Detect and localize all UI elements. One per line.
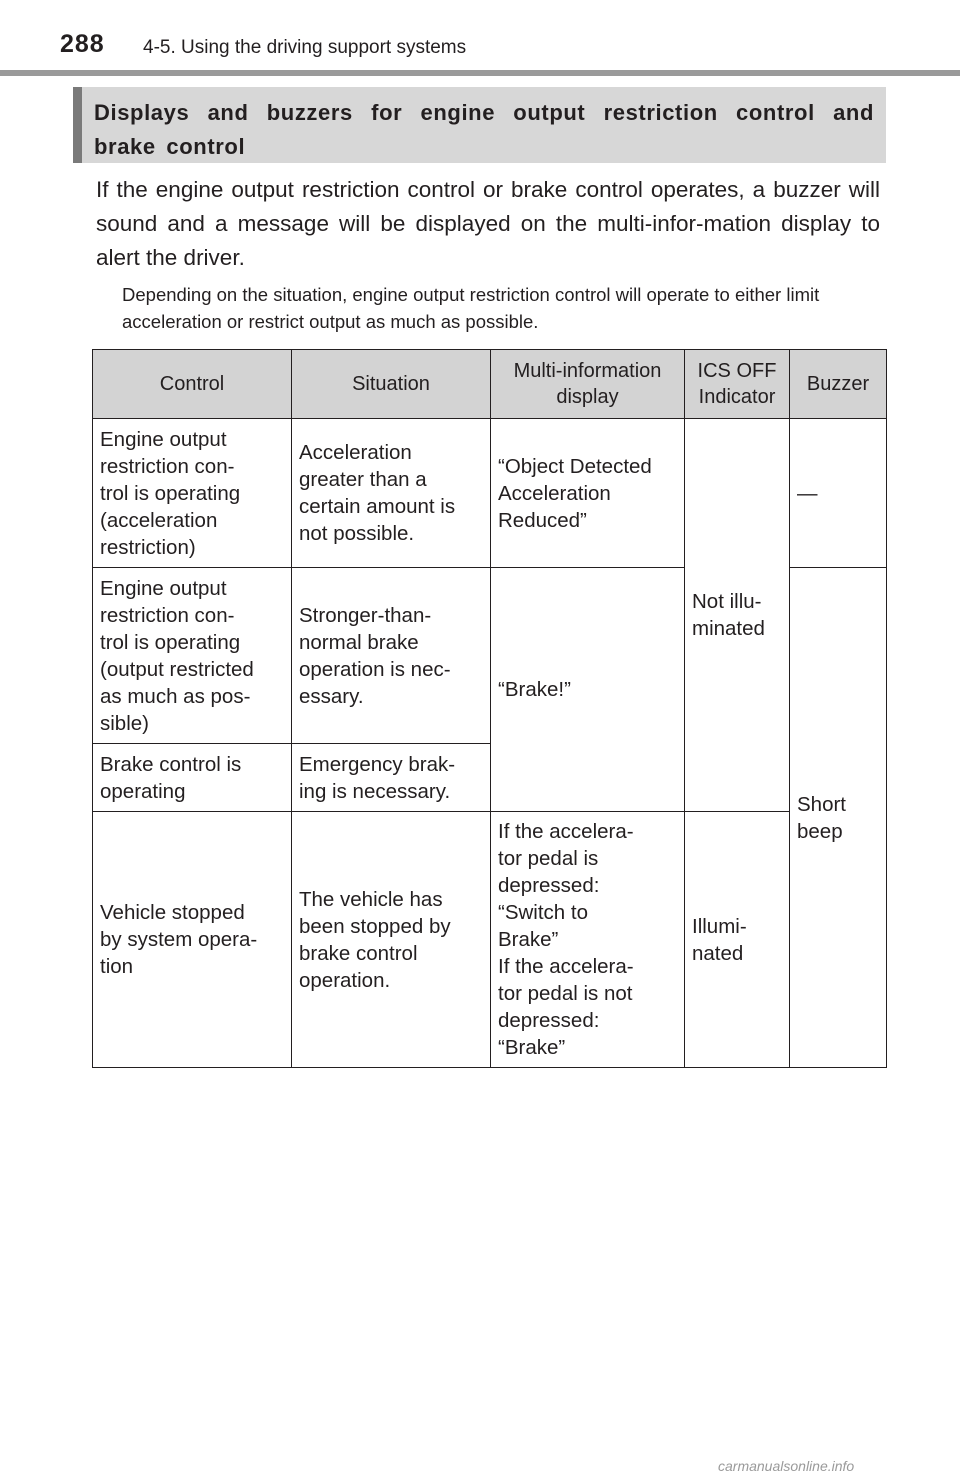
cell-buzzer: — <box>790 419 887 568</box>
table-row <box>93 419 887 568</box>
intro-paragraph: If the engine output restriction control or brake control operates, a buzzer will sound and a message will be displayed on the multi-infor-mation display to alert the driver. <box>96 177 880 270</box>
section-heading: Displays and buzzers for engine output restriction control and brake control <box>73 87 886 163</box>
watermark-text: carmanualsonline.info <box>718 1458 855 1474</box>
cell-display-merged: “Brake!” <box>491 568 685 812</box>
column-header-display: Multi-information display <box>491 350 685 419</box>
cell-control: Brake control is operating <box>93 744 292 812</box>
page-header <box>0 0 960 76</box>
table-header-row <box>93 350 887 419</box>
header-rule <box>0 70 960 76</box>
table-row <box>93 812 887 1068</box>
page-number: 288 <box>60 30 105 58</box>
cell-control: Engine output restriction con- trol is operating (output restricted as much as pos- sible) <box>93 568 292 744</box>
cell-indicator: Illumi- nated <box>685 812 790 1068</box>
column-header-indicator: ICS OFF Indicator <box>685 350 790 419</box>
cell-situation: Emergency brak- ing is necessary. <box>292 744 491 812</box>
cell-display: “Object Detected Acceleration Reduced” <box>491 419 685 568</box>
cell-control: Engine output restriction con- trol is operating (acceleration restriction) <box>93 419 292 568</box>
column-header-situation: Situation <box>292 350 491 419</box>
control-table <box>92 349 887 1068</box>
cell-buzzer-merged: Short beep <box>790 568 887 1068</box>
cell-situation: Stronger-than- normal brake operation is nec- essary. <box>292 568 491 744</box>
cell-control: Vehicle stopped by system opera- tion <box>93 812 292 1068</box>
column-header-buzzer: Buzzer <box>790 350 887 419</box>
cell-situation: Acceleration greater than a certain amount is not possible. <box>292 419 491 568</box>
cell-situation: The vehicle has been stopped by brake control operation. <box>292 812 491 1068</box>
cell-display: If the accelera- tor pedal is depressed: “Switch to Brake” If the accelera- tor pedal is not depressed: “Brake” <box>491 812 685 1068</box>
column-header-control: Control <box>93 350 292 419</box>
note-paragraph: Depending on the situation, engine output restriction control will operate to either limit acceleration or restrict output as much as possible. <box>122 284 820 332</box>
chapter-title: 4-5. Using the driving support systems <box>143 37 467 58</box>
cell-indicator-merged: Not illu- minated <box>685 419 790 812</box>
